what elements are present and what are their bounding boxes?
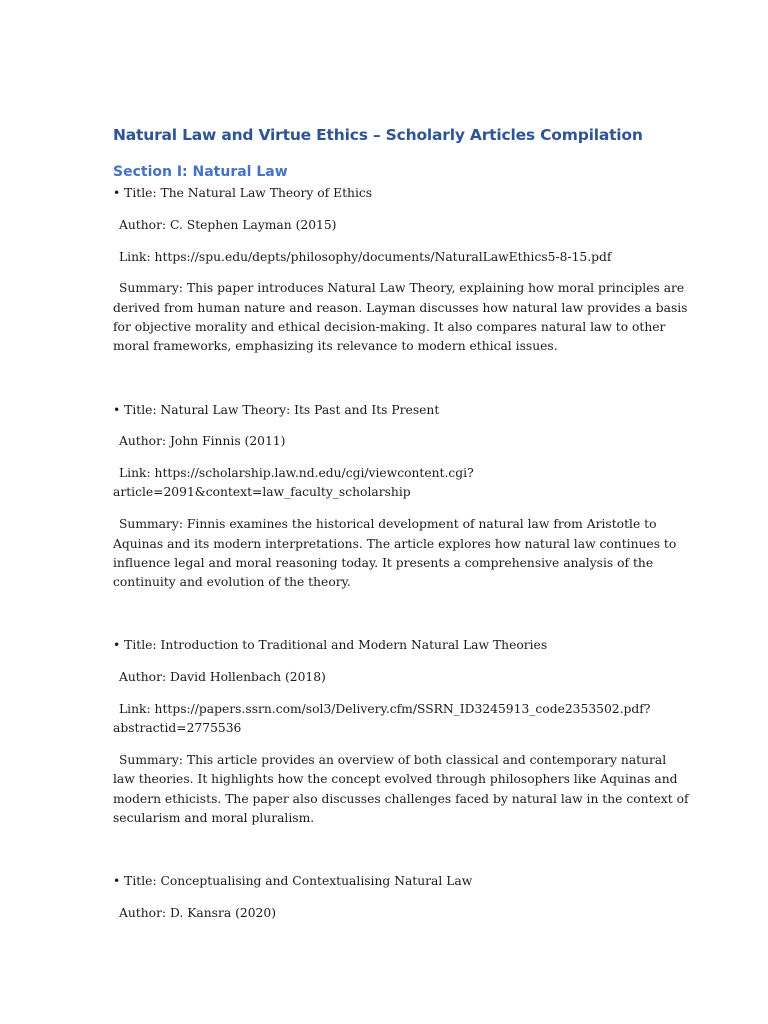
article-author: Author: David Hollenbach (2018) — [119, 670, 326, 685]
article-link: Link: https://spu.edu/depts/philosophy/documents/NaturalLawEthics5-8-15.pdf — [119, 249, 612, 264]
article-summary-line: modern ethicists. The paper also discusses challenges faced by natural law in the context of — [113, 791, 689, 806]
article-summary-line: for objective morality and ethical decision-making. It also compares natural law to other — [113, 319, 666, 334]
article-title: • Title: Conceptualising and Contextualising Natural Law — [113, 874, 473, 889]
article-summary-line: Aquinas and its modern interpretations. The article explores how natural law continues to — [113, 536, 677, 551]
article-summary-line: influence legal and moral reasoning today. It presents a comprehensive analysis of the — [113, 555, 654, 570]
article-summary-line: Summary: Finnis examines the historical development of natural law from Aristotle to — [119, 517, 657, 532]
article-entry — [113, 184, 688, 357]
article-title: • Title: Natural Law Theory: Its Past and Its Present — [113, 402, 440, 417]
document-title: Natural Law and Virtue Ethics – Scholarly Articles Compilation — [113, 126, 643, 144]
article-entry — [113, 636, 689, 828]
article-link: Link: https://scholarship.law.nd.edu/cgi/viewcontent.cgi? — [119, 466, 474, 481]
article-author: Author: D. Kansra (2020) — [119, 906, 276, 921]
article-link-continued: abstractid=2775536 — [113, 721, 242, 736]
article-title: • Title: Introduction to Traditional and Modern Natural Law Theories — [113, 638, 548, 653]
article-summary-line: law theories. It highlights how the concept evolved through philosophers like Aquinas and — [113, 772, 678, 787]
article-summary-line: moral frameworks, emphasizing its relevance to modern ethical issues. — [113, 339, 558, 354]
article-link: Link: https://papers.ssrn.com/sol3/Delivery.cfm/SSRN_ID3245913_code2353502.pdf? — [119, 702, 651, 717]
article-link-continued: article=2091&context=law_faculty_scholarship — [113, 485, 411, 500]
article-summary-line: secularism and moral pluralism. — [113, 811, 315, 826]
article-title: • Title: The Natural Law Theory of Ethics — [113, 186, 373, 200]
article-summary-line: Summary: This article provides an overview of both classical and contemporary natural — [119, 753, 667, 768]
article-entry — [113, 401, 677, 593]
article-summary-line: Summary: This paper introduces Natural Law Theory, explaining how moral principles are — [119, 281, 685, 296]
document-content — [113, 122, 689, 923]
article-summary-line: continuity and evolution of the theory. — [113, 575, 351, 590]
section-heading: Section I: Natural Law — [113, 164, 288, 180]
article-entry — [113, 872, 658, 923]
article-author: Author: John Finnis (2011) — [119, 434, 286, 449]
article-summary-line: derived from human nature and reason. Layman discusses how natural law provides a basis — [113, 300, 688, 315]
article-author: Author: C. Stephen Layman (2015) — [119, 217, 337, 232]
